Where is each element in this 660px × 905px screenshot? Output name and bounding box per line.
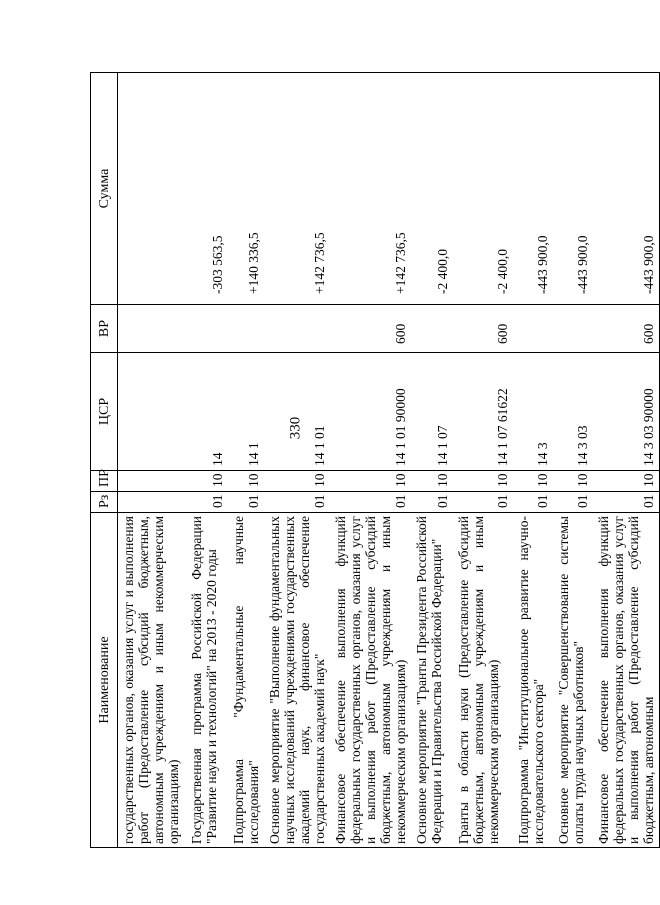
row-vr [118,305,186,353]
row-vr: 600 [593,305,660,353]
row-pr [118,471,186,492]
row-name: Финансовое обеспечение выполнения функций федеральных государственных органов, оказания услуг и выполнения работ (Предоставление субсидий бюджетным, автономным [593,513,660,848]
header-csr: ЦСР [91,353,118,471]
table-row [411,73,453,848]
row-vr [513,305,553,353]
row-name: государственных органов, оказания услуг и выполнения работ (Предоставление субсидий бюджетным, автономным учреждениям и иным некоммерческим организациям) [118,513,186,848]
row-sum: -443 900,0 [553,73,593,305]
header-sum: Сумма [91,73,118,305]
row-rz: 01 [513,492,553,513]
table-row [330,73,411,848]
row-pr: 10 [593,471,660,492]
row-rz: 01 [411,492,453,513]
table-row [553,73,593,848]
row-rz: 01 [553,492,593,513]
row-csr: 14 3 03 90000 [593,353,660,471]
row-sum: +142 736,5 [330,73,411,305]
row-rz [118,492,186,513]
row-rz: 01 [228,492,264,513]
row-csr: 14 1 01 [264,353,330,471]
row-csr: 14 1 [228,353,264,471]
row-rz: 01 [593,492,660,513]
row-pr: 10 [411,471,453,492]
row-pr: 10 [330,471,411,492]
row-vr: 600 [330,305,411,353]
row-csr: 14 1 07 [411,353,453,471]
row-vr: 600 [453,305,513,353]
row-sum: +142 736,5 [264,73,330,305]
row-pr: 10 [453,471,513,492]
row-csr [118,353,186,471]
row-pr: 10 [186,471,228,492]
page-number-text: 330 [287,416,304,440]
row-csr: 14 3 [513,353,553,471]
row-vr [186,305,228,353]
table-row [118,73,186,848]
row-csr: 14 1 07 61622 [453,353,513,471]
table-header-row [91,73,118,848]
table-row [228,73,264,848]
row-rz: 01 [453,492,513,513]
header-rz: Рз [91,492,118,513]
table-row [264,73,330,848]
row-rz: 01 [330,492,411,513]
row-sum: +140 336,5 [228,73,264,305]
table-row [453,73,513,848]
row-csr: 14 3 03 [553,353,593,471]
row-vr [228,305,264,353]
table-row [513,73,553,848]
row-rz: 01 [264,492,330,513]
row-name: Государственная программа Российской Федерации "Развитие науки и технологий" на 2013 - 2020 годы [186,513,228,848]
row-name: Подпрограмма "Фундаментальные научные исследования" [228,513,264,848]
row-pr: 10 [228,471,264,492]
row-name: Основное мероприятие "Гранты Президента Российской Федерации и Правительства Российской Федерации" [411,513,453,848]
table-row [186,73,228,848]
row-sum: -443 900,0 [593,73,660,305]
table-row [593,73,660,848]
row-name: Основное мероприятие "Выполнение фундаментальных научных исследований учреждениями государственных академий наук, финансовое обеспечение государственных академий наук" [264,513,330,848]
row-sum: -2 400,0 [453,73,513,305]
row-name: Финансовое обеспечение выполнения функций федеральных государственных органов, оказания услуг и выполнения работ (Предоставление субсидий бюджетным, автономным учреждениям и иным некоммерческим организациям) [330,513,411,848]
row-csr: 14 1 01 90000 [330,353,411,471]
row-name: Подпрограмма "Институциональное развитие научно-исследовательского сектора" [513,513,553,848]
budget-table [90,72,660,848]
row-vr [553,305,593,353]
row-vr [411,305,453,353]
header-vr: ВР [91,305,118,353]
row-name: Основное мероприятие "Совершенствование системы оплаты труда научных работников" [553,513,593,848]
row-pr: 10 [264,471,330,492]
budget-table-rotated [90,73,656,848]
row-sum: -443 900,0 [513,73,553,305]
row-pr: 10 [553,471,593,492]
row-sum: -2 400,0 [411,73,453,305]
row-rz: 01 [186,492,228,513]
row-name: Гранты в области науки (Предоставление субсидий бюджетным, автономным учреждениям и иным некоммерческим организациям) [453,513,513,848]
header-pr: ПР [91,471,118,492]
row-sum [118,73,186,305]
header-name: Наименование [91,513,118,848]
row-csr: 14 [186,353,228,471]
row-pr: 10 [513,471,553,492]
row-sum: -303 563,5 [186,73,228,305]
row-vr [264,305,330,353]
